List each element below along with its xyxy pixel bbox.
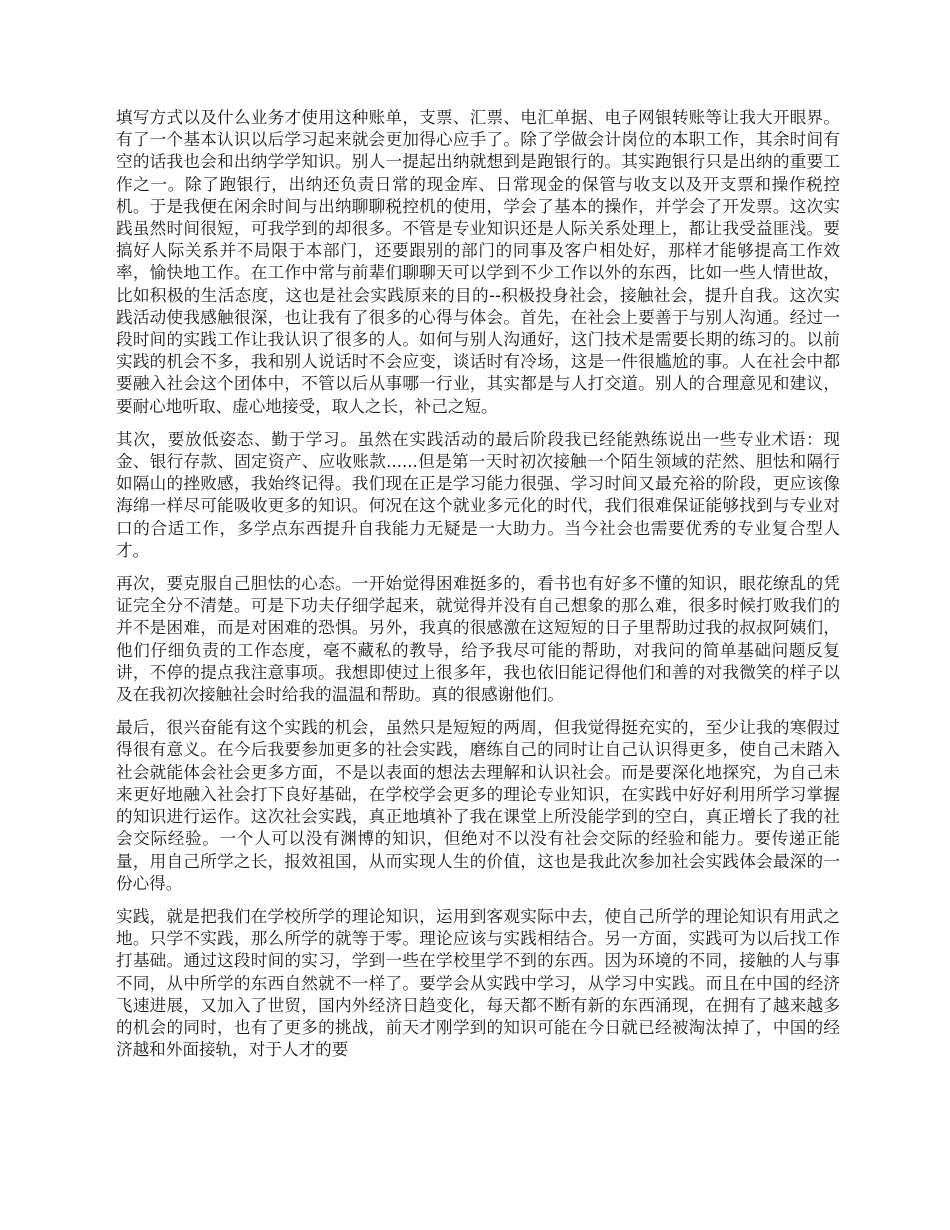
document-body bbox=[116, 107, 840, 1072]
paragraph-5: 实践，就是把我们在学校所学的理论知识，运用到客观实际中去，使自己所学的理论知识有用武之地。只学不实践，那么所学的就等于零。理论应该与实践相结合。另一方面，实践可为以后找工作打基础。通过这段时间的实习，学到一些在学校里学不到的东西。因为环境的不同，接触的人与事不同，从中所学的东西自然就不一样了。要学会从实践中学习，从学习中实践。而且在中国的经济飞速进展，又加入了世贸，国内外经济日趋变化，每天都不断有新的东西涌现，在拥有了越来越多的机会的同时，也有了更多的挑战，前天才刚学到的知识可能在今日就已经被淘汰掉了，中国的经济越和外面接轨，对于人才的要 bbox=[116, 906, 840, 1060]
paragraph-4: 最后，很兴奋能有这个实践的机会，虽然只是短短的两周，但我觉得挺充实的，至少让我的寒假过得很有意义。在今后我要参加更多的社会实践，磨练自己的同时让自己认识得更多，使自己未踏入社会就能体会社会更多方面，不是以表面的想法去理解和认识社会。而是要深化地探究，为自己未来更好地融入社会打下良好基础，在学校学会更多的理论专业知识，在实践中好好利用所学习掌握的知识进行运作。这次社会实践，真正地填补了我在课堂上所没能学到的空白，真正增长了我的社会交际经验。一个人可以没有渊博的知识，但绝对不以没有社会交际的经验和能力。要传递正能量，用自己所学之长，报效祖国，从而实现人生的价值，这也是我此次参加社会实践体会最深的一份心得。 bbox=[116, 718, 840, 893]
paragraph-3: 再次，要克服自己胆怯的心态。一开始觉得困难挺多的，看书也有好多不懂的知识，眼花缭乱的凭证完全分不清楚。可是下功夫仔细学起来，就觉得并没有自己想象的那么难，很多时候打败我们的并不是困难，而是对困难的恐惧。另外，我真的很感激在这短短的日子里帮助过我的叔叔阿姨们，他们仔细负责的工作态度，毫不藏私的教导，给予我尽可能的帮助，对我问的简单基础问题反复讲，不停的提点我注意事项。我想即使过上很多年，我也依旧能记得他们和善的对我微笑的样子以及在我初次接触社会时给我的温温和帮助。真的很感谢他们。 bbox=[116, 574, 840, 705]
paragraph-1: 填写方式以及什么业务才使用这种账单，支票、汇票、电汇单据、电子网银转账等让我大开眼界。有了一个基本认识以后学习起来就会更加得心应手了。除了学做会计岗位的本职工作，其余时间有空的话我也会和出纳学学知识。别人一提起出纳就想到是跑银行的。其实跑银行只是出纳的重要工作之一。除了跑银行，出纳还负责日常的现金库、日常现金的保管与收支以及开支票和操作税控机。于是我便在闲余时间与出纳聊聊税控机的使用，学会了基本的操作，并学会了开发票。这次实践虽然时间很短，可我学到的却很多。不管是专业知识还是人际关系处理上，都让我受益匪浅。要搞好人际关系并不局限于本部门，还要跟别的部门的同事及客户相处好，那样才能够提高工作效率，愉快地工作。在工作中常与前辈们聊聊天可以学到不少工作以外的东西，比如一些人情世故，比如积极的生活态度，这也是社会实践原来的目的--积极投身社会，接触社会，提升自我。这次实践活动使我感触很深，也让我有了很多的心得与体会。首先，在社会上要善于与别人沟通。经过一段时间的实践工作让我认识了很多的人。如何与别人沟通好，这门技术是需要长期的练习的。以前实践的机会不多，我和别人说话时不会应变，谈话时有冷场，这是一件很尴尬的事。人在社会中都要融入社会这个团体中，不管以后从事哪一行业，其实都是与人打交道。别人的合理意见和建议，要耐心地听取、虚心地接受，取人之长，补己之短。 bbox=[116, 108, 840, 416]
paragraph-2: 其次，要放低姿态、勤于学习。虽然在实践活动的最后阶段我已经能熟练说出一些专业术语：现金、银行存款、固定资产、应收账款......但是第一天时初次接触一个陌生领域的茫然、胆怯和隔行如隔山的挫败感，我始终记得。我们现在正是学习能力很强、学习时间又最充裕的阶段，更应该像海绵一样尽可能吸收更多的知识。何况在这个就业多元化的时代，我们很难保证能够找到与专业对口的合适工作，多学点东西提升自我能力无疑是一大助力。当今社会也需要优秀的专业复合型人才。 bbox=[116, 429, 840, 560]
